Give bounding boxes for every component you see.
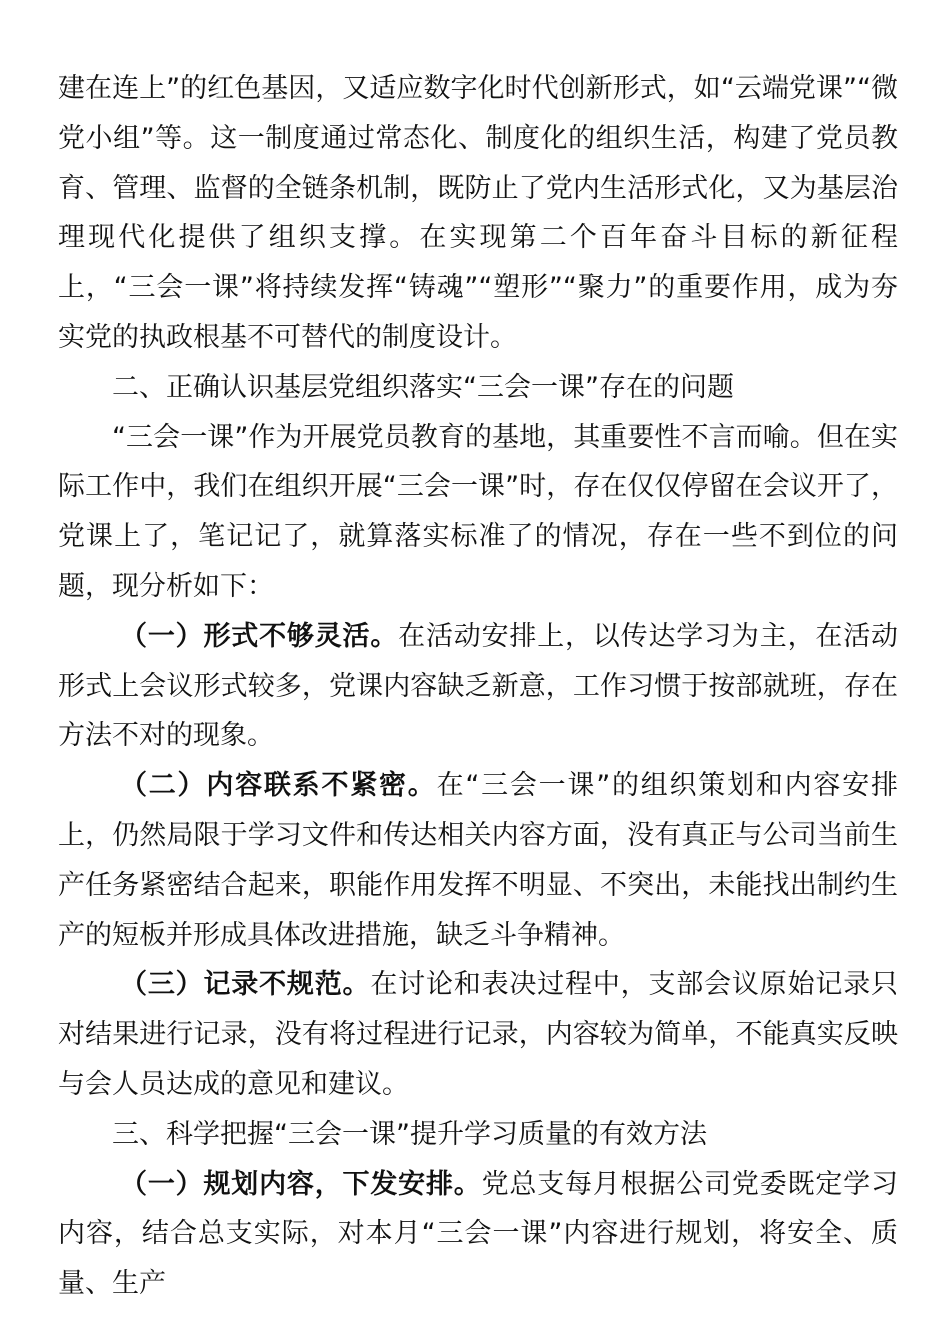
document-page [58, 64, 898, 1309]
problem-2-text: 在“三会一课”的组织策划和内容安排上，仍然局限于学习文件和传达相关内容方面，没有真正与公司当前生产任务紧密结合起来，职能作用发挥不明显、不突出，未能找出制约生产的短板并形成具体改进措施，缺乏斗争精神。 [58, 770, 898, 951]
problem-3-lead: （三）记录不规范。 [120, 969, 371, 1001]
paragraph-continuation: 建在连上”的红色基因，又适应数字化时代创新形式，如“云端党课”“微党小组”等。这一制度通过常态化、制度化的组织生活，构建了党员教育、管理、监督的全链条机制，既防止了党内生活形式化，又为基层治理现代化提供了组织支撑。在实现第二个百年奋斗目标的新征程上，“三会一课”将持续发挥“铸魂”“塑形”“聚力”的重要作用，成为夯实党的执政根基不可替代的制度设计。 [58, 73, 898, 353]
problem-1-text: 在活动安排上，以传达学习为主，在活动形式上会议形式较多，党课内容缺乏新意，工作习惯于按部就班，存在方法不对的现象。 [58, 620, 899, 752]
paragraph-problem-2 [58, 761, 898, 960]
method-1-text: 党总支每月根据公司党委既定学习内容，结合总支实际，对本月“三会一课”内容进行规划，将安全、质量、生产 [58, 1168, 899, 1300]
problem-2-lead: （二）内容联系不紧密。 [120, 770, 437, 802]
problem-1-lead: （一）形式不够灵活。 [120, 620, 399, 652]
paragraph-problem-1 [58, 612, 898, 761]
paragraph-problem-3 [58, 960, 898, 1109]
section-heading-3: 三、科学把握“三会一课”提升学习质量的有效方法 [112, 1118, 707, 1150]
paragraph-method-1 [58, 1160, 898, 1309]
method-1-lead: （一）规划内容，下发安排。 [120, 1168, 482, 1200]
problem-3-text: 在讨论和表决过程中，支部会议原始记录只对结果进行记录，没有将过程进行记录，内容较为简单，不能真实反映与会人员达成的意见和建议。 [58, 969, 899, 1100]
paragraph-intro: “三会一课”作为开展党员教育的基地，其重要性不言而喻。但在实际工作中，我们在组织开展“三会一课”时，存在仅仅停留在会议开了，党课上了，笔记记了，就算落实标准了的情况，存在一些不到位的问题，现分析如下： [58, 421, 898, 602]
section-heading-2: 二、正确认识基层党组织落实“三会一课”存在的问题 [112, 371, 734, 403]
